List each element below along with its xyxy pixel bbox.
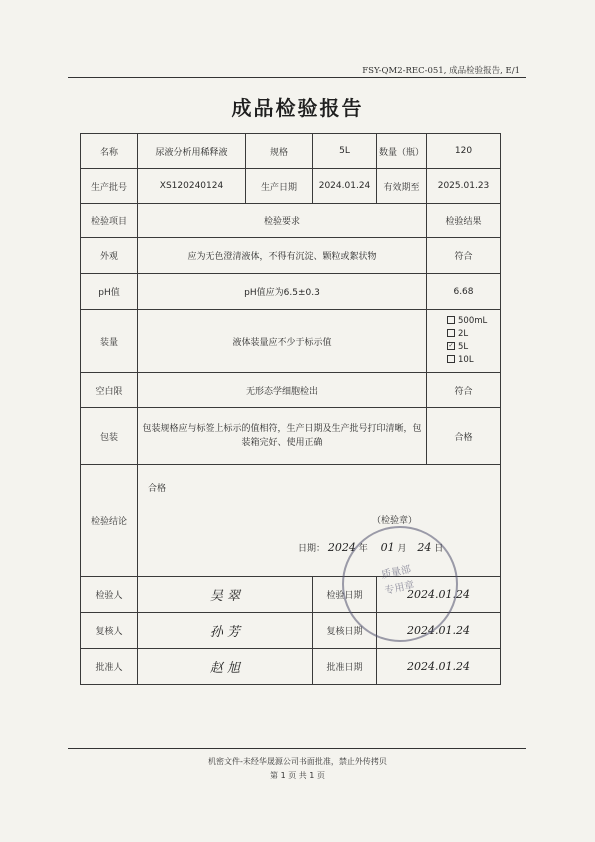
date-month: 01 (380, 541, 395, 554)
qty-label: 数量（瓶） (377, 134, 427, 169)
item-label: 外观 (81, 238, 138, 274)
name-label: 名称 (81, 134, 138, 169)
checkbox-10l (447, 355, 455, 363)
col-requirement: 检验要求 (138, 204, 427, 238)
prod-date-value: 2024.01.24 (313, 169, 377, 204)
requirement-text: pH值应为6.5±0.3 (138, 274, 427, 310)
conclusion-value: 合格 (148, 484, 167, 494)
row-volume (81, 310, 501, 373)
option-label: 10L (458, 355, 474, 365)
name-value: 尿液分析用稀释液 (138, 134, 246, 169)
result-value: 符合 (427, 238, 501, 274)
approve-date-label: 批准日期 (313, 649, 377, 685)
conclusion-label: 检验结论 (81, 465, 138, 577)
inspect-date-label: 检验日期 (313, 577, 377, 613)
batch-value: XS120240124 (138, 169, 246, 204)
reviewer-signature: 孙 芳 (138, 613, 313, 649)
requirement-text: 液体装量应不少于标示值 (138, 310, 427, 373)
spec-value: 5L (313, 134, 377, 169)
volume-options (427, 310, 501, 373)
option-2l (429, 328, 498, 341)
column-header-row (81, 204, 501, 238)
option-5l (429, 341, 498, 354)
approve-date-value: 2024.01.24 (377, 649, 501, 685)
header-divider (68, 77, 526, 78)
page-number: 第 1 页 共 1 页 (270, 771, 325, 780)
result-value: 6.68 (427, 274, 501, 310)
approver-signature: 赵 旭 (138, 649, 313, 685)
item-label: 包装 (81, 408, 138, 465)
inspector-signature: 吴 翠 (138, 577, 313, 613)
seal-line2: 专用章 (383, 579, 416, 597)
row-ph (81, 274, 501, 310)
inspector-label: 检验人 (81, 577, 138, 613)
row-packaging (81, 408, 501, 465)
day-unit: 日 (434, 544, 444, 554)
requirement-text: 无形态学细胞检出 (138, 373, 427, 408)
page-title: 成品检验报告 (231, 96, 364, 120)
spec-label: 规格 (246, 134, 313, 169)
option-500ml (429, 315, 498, 328)
review-date-value: 2024.01.24 (377, 613, 501, 649)
date-day: 24 (417, 541, 432, 554)
stamp-label: （检验章） (372, 516, 418, 526)
batch-label: 生产批号 (81, 169, 138, 204)
info-row-name (81, 134, 501, 169)
inspect-date-value: 2024.01.24 (377, 577, 501, 613)
month-unit: 月 (397, 544, 407, 554)
item-label: pH值 (81, 274, 138, 310)
footer-divider (68, 748, 526, 749)
document-code: FSY-QM2-REC-051, 成品检验报告, E/1 (362, 66, 520, 76)
option-label: 5L (458, 342, 469, 352)
confidential-notice: 机密文件-未经华晟源公司书面批准，禁止外传拷贝 (208, 757, 387, 766)
result-value: 合格 (427, 408, 501, 465)
date-prefix: 日期： (298, 544, 326, 554)
option-label: 2L (458, 329, 469, 339)
col-item: 检验项目 (81, 204, 138, 238)
option-10l (429, 354, 498, 367)
expiry-label: 有效期至 (377, 169, 427, 204)
row-appearance (81, 238, 501, 274)
reviewer-label: 复核人 (81, 613, 138, 649)
review-date-label: 复核日期 (313, 613, 377, 649)
seal-line1: 质量部 (380, 564, 413, 582)
result-value: 符合 (427, 373, 501, 408)
approver-label: 批准人 (81, 649, 138, 685)
option-label: 500mL (458, 316, 488, 326)
checkbox-500ml (447, 316, 455, 324)
expiry-value: 2025.01.23 (427, 169, 501, 204)
prod-date-label: 生产日期 (246, 169, 313, 204)
info-row-batch (81, 169, 501, 204)
item-label: 装量 (81, 310, 138, 373)
year-unit: 年 (358, 544, 368, 554)
row-approver (81, 649, 501, 685)
item-label: 空白限 (81, 373, 138, 408)
row-blank-limit (81, 373, 501, 408)
checkbox-5l-checked: ✓ (448, 341, 454, 349)
checkbox-2l (447, 329, 455, 337)
requirement-text: 应为无色澄清液体，不得有沉淀、颗粒或絮状物 (138, 238, 427, 274)
date-year: 2024 (327, 541, 356, 554)
qty-value: 120 (427, 134, 501, 169)
requirement-text: 包装规格应与标签上标示的值相符，生产日期及生产批号打印清晰，包装箱完好、使用正确 (138, 408, 427, 465)
col-result: 检验结果 (427, 204, 501, 238)
